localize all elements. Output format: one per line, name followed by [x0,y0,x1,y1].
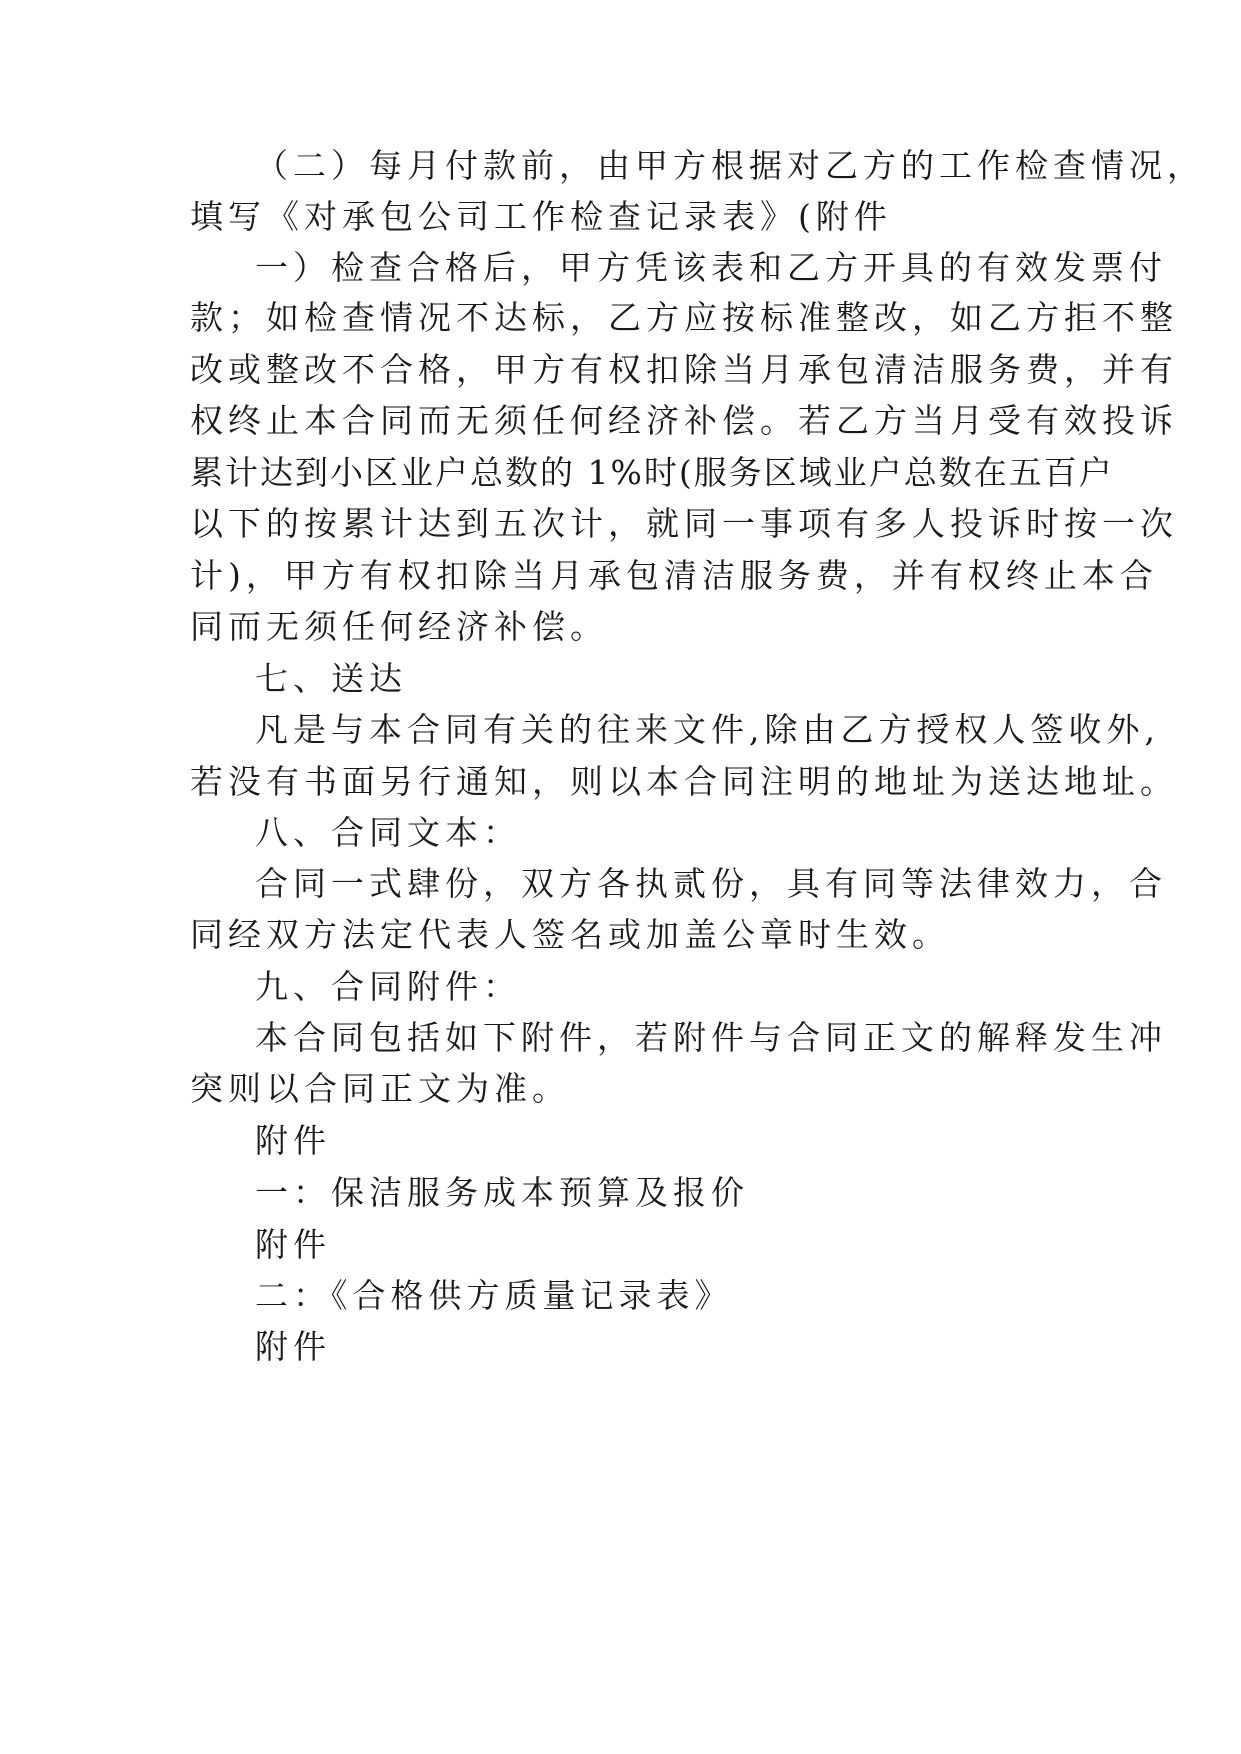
text-line: 同经双方法定代表人签名或加盖公章时生效。 [190,915,950,954]
attachment-label: 附件 [255,1327,331,1366]
text-line: 本合同包括如下附件，若附件与合同正文的解释发生冲 [255,1018,1167,1057]
attachment-label: 附件 [255,1225,331,1264]
text-line: 权终止本合同而无须任何经济补偿。若乙方当月受有效投诉 [190,401,1178,440]
text-line: 以下的按累计达到五次计，就同一事项有多人投诉时按一次 [190,504,1178,543]
attachment-title: 一：保洁服务成本预算及报价 [255,1173,749,1212]
text-line: 一）检查合格后，甲方凭该表和乙方开具的有效发票付 [255,248,1167,287]
text-line: （二）每月付款前，由甲方根据对乙方的工作检查情况， [255,146,1205,185]
attachment-title: 二：《合格供方质量记录表》 [255,1276,733,1315]
text-line: 合同一式肆份，双方各执贰份，具有同等法律效力，合 [255,864,1167,903]
section-heading: 九、合同附件： [255,967,521,1006]
text-line: 计)，甲方有权扣除当月承包清洁服务费，并有权终止本合 [190,556,1158,595]
section-heading: 八、合同文本： [255,813,521,852]
text-line: 同而无须任何经济补偿。 [190,607,608,646]
text-line: 填写《对承包公司工作检查记录表》(附件 [190,197,892,236]
text-line: 累计达到小区业户总数的 1%时(服务区域业户总数在五百户 [190,453,1114,492]
text-line: 改或整改不合格，甲方有权扣除当月承包清洁服务费，并有 [190,350,1178,389]
text-line: 款；如检查情况不达标，乙方应按标准整改，如乙方拒不整 [190,298,1178,337]
section-heading: 七、送达 [255,659,407,698]
text-line: 突则以合同正文为准。 [190,1069,570,1108]
attachment-label: 附件 [255,1121,331,1160]
text-line: 凡是与本合同有关的往来文件,除由乙方授权人签收外, [255,710,1160,749]
text-line: 若没有书面另行通知，则以本合同注明的地址为送达地址。 [190,762,1178,801]
